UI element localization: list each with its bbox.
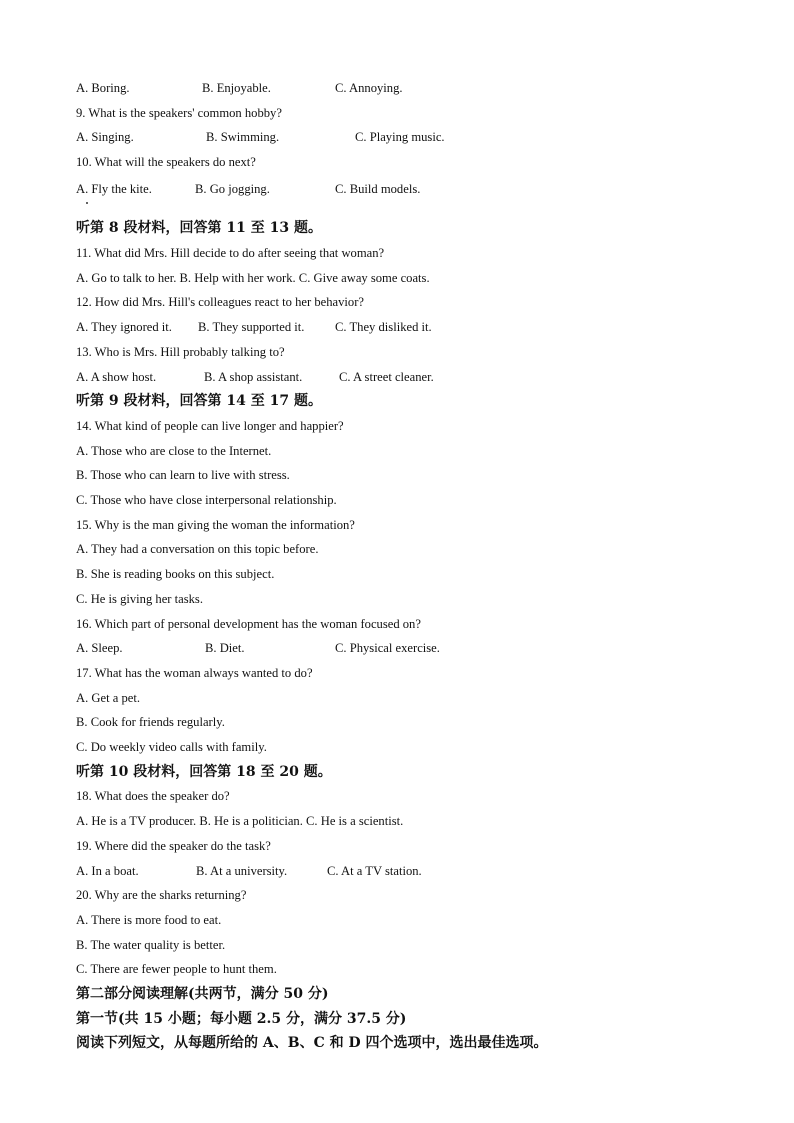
- question-line: 15. Why is the man giving the woman the information?: [76, 518, 355, 532]
- answer-option: A. In a boat.: [76, 864, 139, 878]
- question-line: 11. What did Mrs. Hill decide to do after seeing that woman?: [76, 246, 385, 260]
- question-line: A. Get a pet.: [76, 691, 140, 705]
- question-line: A. There is more food to eat.: [76, 913, 222, 927]
- answer-option: B. Diet.: [205, 641, 245, 655]
- question-line: A. Those who are close to the Internet.: [76, 444, 272, 458]
- answer-option: B. A shop assistant.: [204, 370, 303, 384]
- question-line: 19. Where did the speaker do the task?: [76, 839, 271, 853]
- question-line: B. Those who can learn to live with stress.: [76, 468, 290, 482]
- answer-option: B. Swimming.: [206, 130, 280, 144]
- section-heading: 听第 8 段材料，回答第 11 至 13 题。: [76, 220, 322, 236]
- question-line: C. There are fewer people to hunt them.: [76, 962, 277, 976]
- question-line: C. Those who have close interpersonal relationship.: [76, 493, 337, 507]
- question-line: C. Do weekly video calls with family.: [76, 740, 267, 754]
- answer-option: B. They supported it.: [198, 320, 305, 334]
- answer-option: A. Fly the kite.: [76, 182, 152, 196]
- question-line: A. He is a TV producer. B. He is a politician. C. He is a scientist.: [76, 814, 404, 828]
- answer-option: C. Physical exercise.: [335, 641, 440, 655]
- question-line: 9. What is the speakers' common hobby?: [76, 106, 282, 120]
- question-line: 12. How did Mrs. Hill's colleagues react to her behavior?: [76, 295, 364, 309]
- question-line: 20. Why are the sharks returning?: [76, 888, 247, 902]
- answer-option: B. Go jogging.: [195, 182, 270, 196]
- section-heading: 听第 9 段材料，回答第 14 至 17 题。: [76, 393, 322, 409]
- answer-option: C. A street cleaner.: [339, 370, 434, 384]
- answer-option: A. They ignored it.: [76, 320, 172, 334]
- question-line: 10. What will the speakers do next?: [76, 155, 256, 169]
- section-heading: 第二部分阅读理解(共两节，满分 50 分): [76, 986, 329, 1002]
- answer-option: A. Singing.: [76, 130, 134, 144]
- question-line: 18. What does the speaker do?: [76, 789, 230, 803]
- stray-mark: [86, 202, 88, 204]
- answer-option: A. Sleep.: [76, 641, 123, 655]
- question-line: 13. Who is Mrs. Hill probably talking to?: [76, 345, 285, 359]
- question-line: A. Go to talk to her. B. Help with her work. C. Give away some coats.: [76, 271, 430, 285]
- section-heading: 听第 10 段材料，回答第 18 至 20 题。: [76, 764, 332, 780]
- question-line: A. They had a conversation on this topic before.: [76, 542, 319, 556]
- answer-option: C. At a TV station.: [327, 864, 422, 878]
- answer-option: C. Playing music.: [355, 130, 445, 144]
- answer-option: B. At a university.: [196, 864, 288, 878]
- section-heading: 第一节(共 15 小题；每小题 2.5 分，满分 37.5 分): [76, 1011, 407, 1027]
- answer-option: C. They disliked it.: [335, 320, 432, 334]
- question-line: B. The water quality is better.: [76, 938, 226, 952]
- answer-option: A. A show host.: [76, 370, 157, 384]
- question-line: 14. What kind of people can live longer and happier?: [76, 419, 344, 433]
- answer-option: C. Annoying.: [335, 81, 403, 95]
- question-line: 17. What has the woman always wanted to do?: [76, 666, 313, 680]
- answer-option: C. Build models.: [335, 182, 421, 196]
- question-line: B. She is reading books on this subject.: [76, 567, 275, 581]
- question-line: 16. Which part of personal development has the woman focused on?: [76, 617, 421, 631]
- section-heading: 阅读下列短文，从每题所给的 A、B、C 和 D 四个选项中，选出最佳选项。: [76, 1035, 548, 1051]
- answer-option: A. Boring.: [76, 81, 130, 95]
- question-line: C. He is giving her tasks.: [76, 592, 203, 606]
- question-line: B. Cook for friends regularly.: [76, 715, 225, 729]
- answer-option: B. Enjoyable.: [202, 81, 271, 95]
